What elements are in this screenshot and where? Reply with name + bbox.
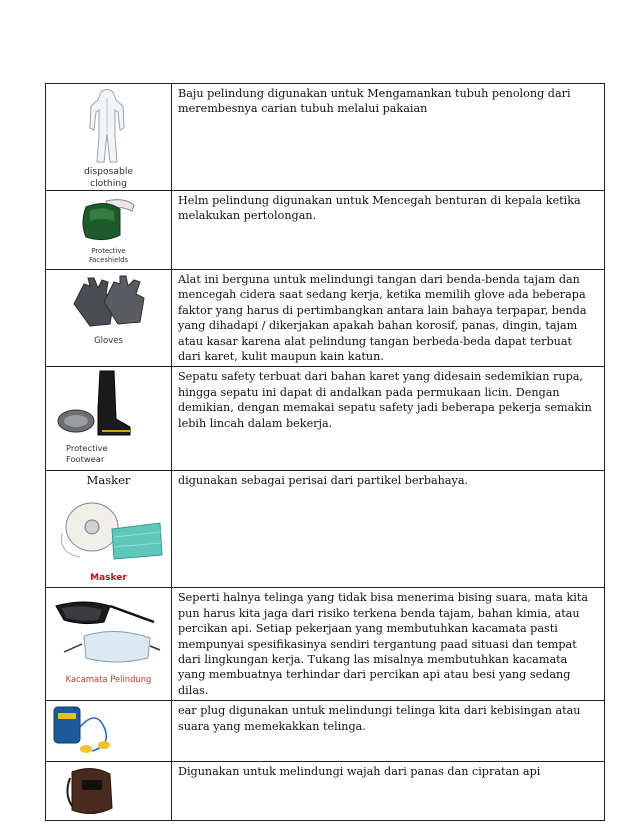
row-label: Masker (86, 473, 131, 488)
image-caption: disposable clothing (83, 166, 134, 189)
description-cell: Alat ini berguna untuk melindungi tangan dari benda-benda tajam dan mencegah cidera saat sedang kerja, ketika memilih glove ada beberapa faktor yang harus di pertimbangkan antara lain bahaya terpapar, benda yang dihadapi / dikerjakan apakah bahan korosif, panas, dingin, tajam atau kasar karena alat pelindung tangan berbeda-beda dapat terbuat dari karet, kulit maupun kain katun. (172, 270, 605, 367)
description-cell: Sepatu safety terbuat dari bahan karet yang didesain sedemikian rupa, hingga sepatu ini dapat di andalkan pada permukaan licin. Dengan demikian, dengan memakai sepatu safety jadi beberapa pekerja semakin lebih lincah dalam bekerja. (172, 367, 605, 471)
gloves-icon (70, 274, 148, 328)
description-cell: ear plug digunakan untuk melindungi telinga kita dari kebisingan atau suara yang memekakkan telinga. (172, 701, 605, 762)
mask-icon (56, 493, 166, 565)
image-caption: Kacamata Pelindung (65, 674, 152, 685)
image-caption: Protective Faceshields (88, 247, 129, 264)
table-row (46, 588, 605, 701)
boots-icon (54, 369, 134, 439)
description-cell: Baju pelindung digunakan untuk Mengamankan tubuh penolong dari merembesnya carian tubuh melalui pakaian (172, 84, 605, 191)
ppe-table (45, 83, 605, 821)
image-caption: Masker (90, 573, 127, 584)
safety-glasses-icon (54, 592, 162, 670)
welding-shield-icon (62, 766, 118, 818)
description-cell: Digunakan untuk melindungi wajah dari panas dan cipratan api (172, 762, 605, 821)
earplug-icon (52, 705, 116, 757)
table-row (46, 191, 605, 270)
description-cell: Helm pelindung digunakan untuk Mencegah benturan di kepala ketika melakukan pertolongan. (172, 191, 605, 270)
image-cell (46, 367, 172, 471)
table-row (46, 762, 605, 821)
table-row (46, 84, 605, 191)
description-cell: Seperti halnya telinga yang tidak bisa menerima bising suara, mata kita pun harus kita jaga dari risiko terkena benda tajam, bahan kimia, atau percikan api. Setiap pekerjaan yang membutuhkan kacamata pasti mempunyai spesifikasinya sendiri tergantung paad situasi dan tempat dari lingkungan kerja. Tukang las misalnya membutuhkan kacamata yang membuatnya terhindar dari percikan api atau besi yang sedang dilas. (172, 588, 605, 701)
table-row (46, 270, 605, 367)
table-row (46, 367, 605, 471)
table-row (46, 471, 605, 588)
table-row (46, 701, 605, 762)
image-cell (46, 191, 172, 270)
image-cell (46, 762, 172, 821)
image-caption: Protective Footwear (66, 443, 108, 464)
coverall-icon (88, 88, 126, 164)
faceshield-icon (76, 195, 138, 243)
image-cell (46, 471, 172, 588)
image-cell (46, 588, 172, 701)
description-cell: digunakan sebagai perisai dari partikel berbahaya. (172, 471, 605, 588)
image-caption: Gloves (94, 336, 123, 346)
image-cell (46, 270, 172, 367)
image-cell (46, 701, 172, 762)
image-cell (46, 84, 172, 191)
